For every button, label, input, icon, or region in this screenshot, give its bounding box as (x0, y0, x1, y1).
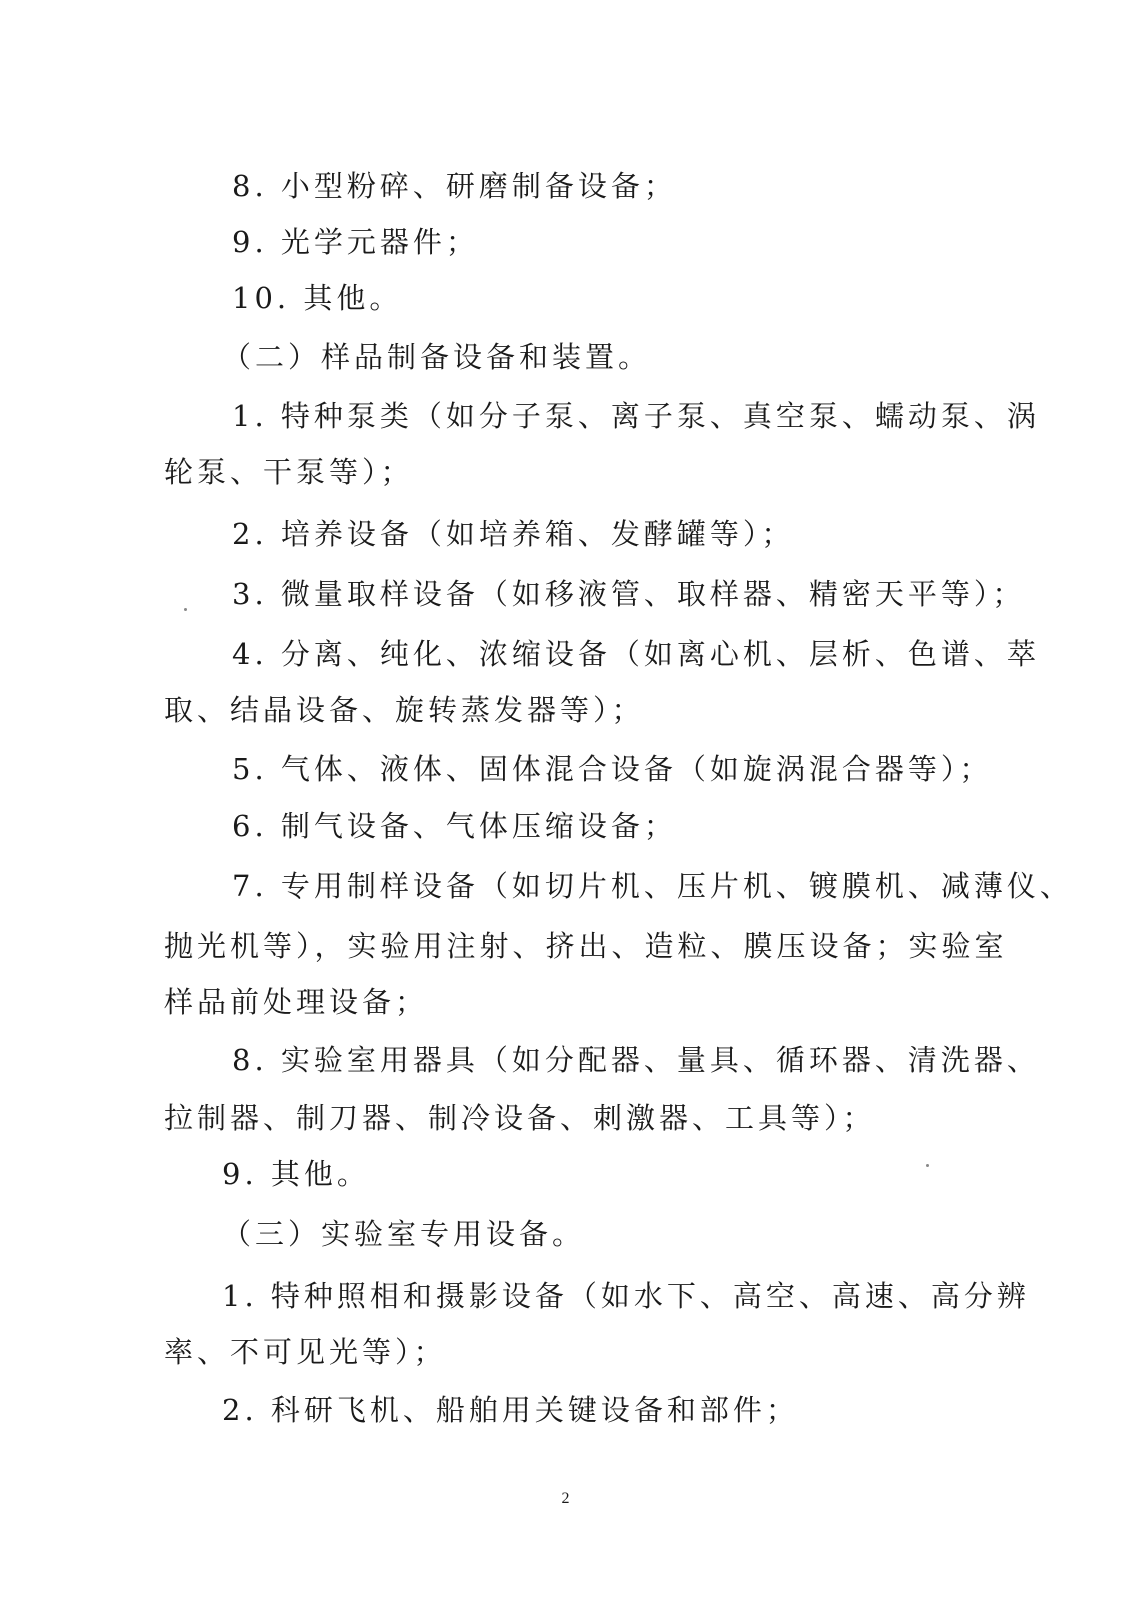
text-line: 抛光机等），实验用注射、挤出、造粒、膜压设备；实验室 (164, 929, 1008, 963)
text-line: 2. 科研飞机、船舶用关键设备和部件； (222, 1393, 799, 1427)
scan-speck (184, 608, 187, 611)
text-line: 2. 培养设备（如培养箱、发酵罐等）； (232, 517, 795, 551)
text-line: 9. 其他。 (222, 1157, 370, 1191)
section-heading: （二）样品制备设备和装置。 (222, 340, 652, 374)
text-line: 3. 微量取样设备（如移液管、取样器、精密天平等）； (232, 577, 1026, 611)
text-line: 8. 小型粉碎、研磨制备设备； (232, 169, 677, 203)
text-line: 7. 专用制样设备（如切片机、压片机、镀膜机、减薄仪、 (232, 869, 1073, 903)
scan-speck (926, 1164, 929, 1167)
text-line: 5. 气体、液体、固体混合设备（如旋涡混合器等）； (232, 752, 993, 786)
text-line: 1. 特种照相和摄影设备（如水下、高空、高速、高分辨 (222, 1279, 1030, 1313)
text-line: 8. 实验室用器具（如分配器、量具、循环器、清洗器、 (232, 1043, 1040, 1077)
text-line: 轮泵、干泵等）； (164, 455, 414, 489)
text-line: 4. 分离、纯化、浓缩设备（如离心机、层析、色谱、萃 (232, 637, 1040, 671)
text-line: 拉制器、制刀器、制冷设备、刺激器、工具等）； (164, 1101, 876, 1135)
text-line: 取、结晶设备、旋转蒸发器等）； (164, 693, 645, 727)
page-number: 2 (561, 1490, 570, 1507)
text-line: 10. 其他。 (232, 281, 403, 315)
text-line: 1. 特种泵类（如分子泵、离子泵、真空泵、蠕动泵、涡 (232, 399, 1040, 433)
text-line: 样品前处理设备； (164, 985, 429, 1019)
section-heading: （三）实验室专用设备。 (222, 1217, 586, 1251)
text-line: 6. 制气设备、气体压缩设备； (232, 809, 677, 843)
text-line: 9. 光学元器件； (232, 225, 479, 259)
text-line: 率、不可见光等）； (164, 1335, 447, 1369)
